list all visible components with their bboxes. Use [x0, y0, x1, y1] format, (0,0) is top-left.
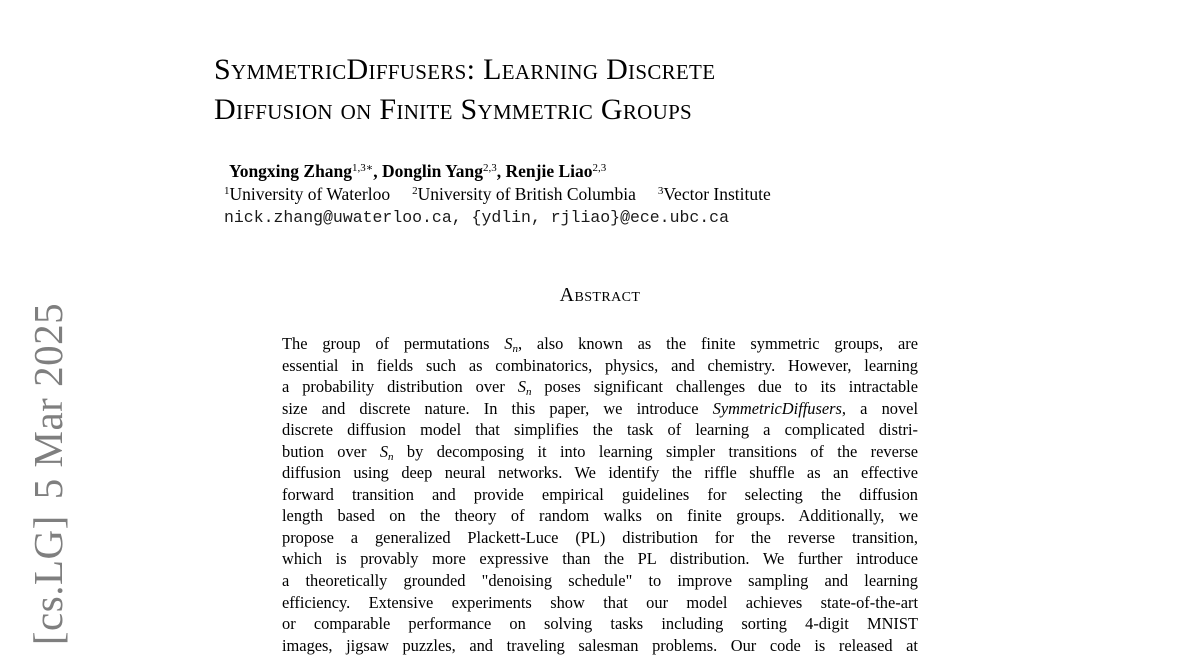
abstract-line: which is provably more expressive than the PL distribution. We further introduce [282, 549, 918, 569]
affiliation-3-name: Vector Institute [663, 184, 771, 204]
abstract-text: a probability distribution over [282, 377, 518, 397]
math-symbol [380, 442, 394, 461]
abstract-line: length based on the theory of random walks on finite groups. Additionally, we [282, 506, 918, 526]
affiliation-1 [224, 184, 390, 204]
abstract-line [282, 398, 918, 420]
author-1-affil: 1,3∗ [352, 162, 374, 174]
author-emails: nick.zhang@uwaterloo.ca, {ydlin, rjliao}@ece.ubc.ca [224, 208, 729, 227]
abstract-line [282, 333, 918, 355]
author-3: Renjie Liao [505, 161, 593, 181]
author-2: Donglin Yang [382, 161, 484, 181]
math-symbol [517, 377, 532, 399]
title-line-1: SymmetricDiffusers: Learning Discrete [214, 53, 716, 86]
affiliation-1-name: University of Waterloo [229, 184, 391, 204]
affiliation-2 [412, 184, 636, 204]
abstract-line [282, 441, 918, 463]
paper-title [214, 50, 974, 130]
math-s: S [379, 441, 389, 461]
math-n: n [525, 386, 532, 399]
authors-block [224, 160, 989, 229]
arxiv-category: [cs.LG] [25, 515, 71, 646]
arxiv-stamp [24, 303, 72, 645]
affiliation-2-name: University of British Columbia [417, 184, 636, 204]
math-s: S [504, 334, 513, 353]
affiliation-3-mark: 3 [657, 185, 664, 197]
abstract-line: forward transition and provide empirical guidelines for selecting the diffusion [282, 484, 918, 504]
abstract-text: size and discrete nature. In this paper, we introduce [282, 398, 713, 418]
author-2-affil: 2,3 [483, 162, 497, 174]
abstract-text: poses significant challenges due to its intractable [531, 377, 918, 397]
abstract-line: a theoretically grounded "denoising schedule" to improve sampling and learning [282, 571, 918, 591]
abstract-text: bution over [282, 441, 380, 461]
abstract-text: by decomposing it into learning simpler transitions of the reverse [393, 441, 918, 461]
affiliation-3 [658, 184, 771, 204]
math-n: n [512, 343, 518, 355]
math-s: S [517, 377, 526, 397]
arxiv-date: 5 Mar 2025 [25, 302, 71, 500]
author-separator: , [373, 161, 383, 181]
abstract-line: propose a generalized Plackett-Luce (PL) distribution for the reverse transition, [282, 527, 918, 547]
affiliation-1-mark: 1 [224, 185, 230, 197]
abstract-line: essential in fields such as combinatorics, physics, and chemistry. However, learning [282, 355, 918, 375]
abstract-body [282, 333, 918, 656]
author-3-affil: 2,3 [592, 162, 607, 174]
model-name: SymmetricDiffusers [712, 398, 842, 418]
author-separator: , [496, 161, 506, 181]
abstract-heading: Abstract [559, 284, 641, 306]
affiliations [224, 183, 989, 206]
abstract-line: images, jigsaw puzzles, and traveling salesman problems. Our code is released at [282, 635, 918, 655]
abstract-line [282, 376, 918, 398]
author-names [229, 160, 989, 183]
abstract-line: diffusion using deep neural networks. We identify the riffle shuffle as an effective [282, 463, 918, 483]
math-symbol [504, 334, 518, 353]
abstract-line: efficiency. Extensive experiments show that our model achieves state-of-the-art [282, 592, 918, 612]
title-line-2: Diffusion on Finite Symmetric Groups [214, 93, 693, 126]
abstract-line: or comparable performance on solving tasks including sorting 4-digit MNIST [282, 614, 918, 634]
abstract-text: , a novel [841, 398, 918, 418]
affiliation-2-mark: 2 [412, 185, 418, 197]
math-n: n [388, 450, 394, 463]
abstract-text: , also known as the finite symmetric groups, are [518, 334, 918, 353]
abstract-text: The group of permutations [282, 334, 505, 353]
author-1: Yongxing Zhang [229, 161, 353, 181]
abstract-line: discrete diffusion model that simplifies the task of learning a complicated distri- [282, 420, 918, 440]
